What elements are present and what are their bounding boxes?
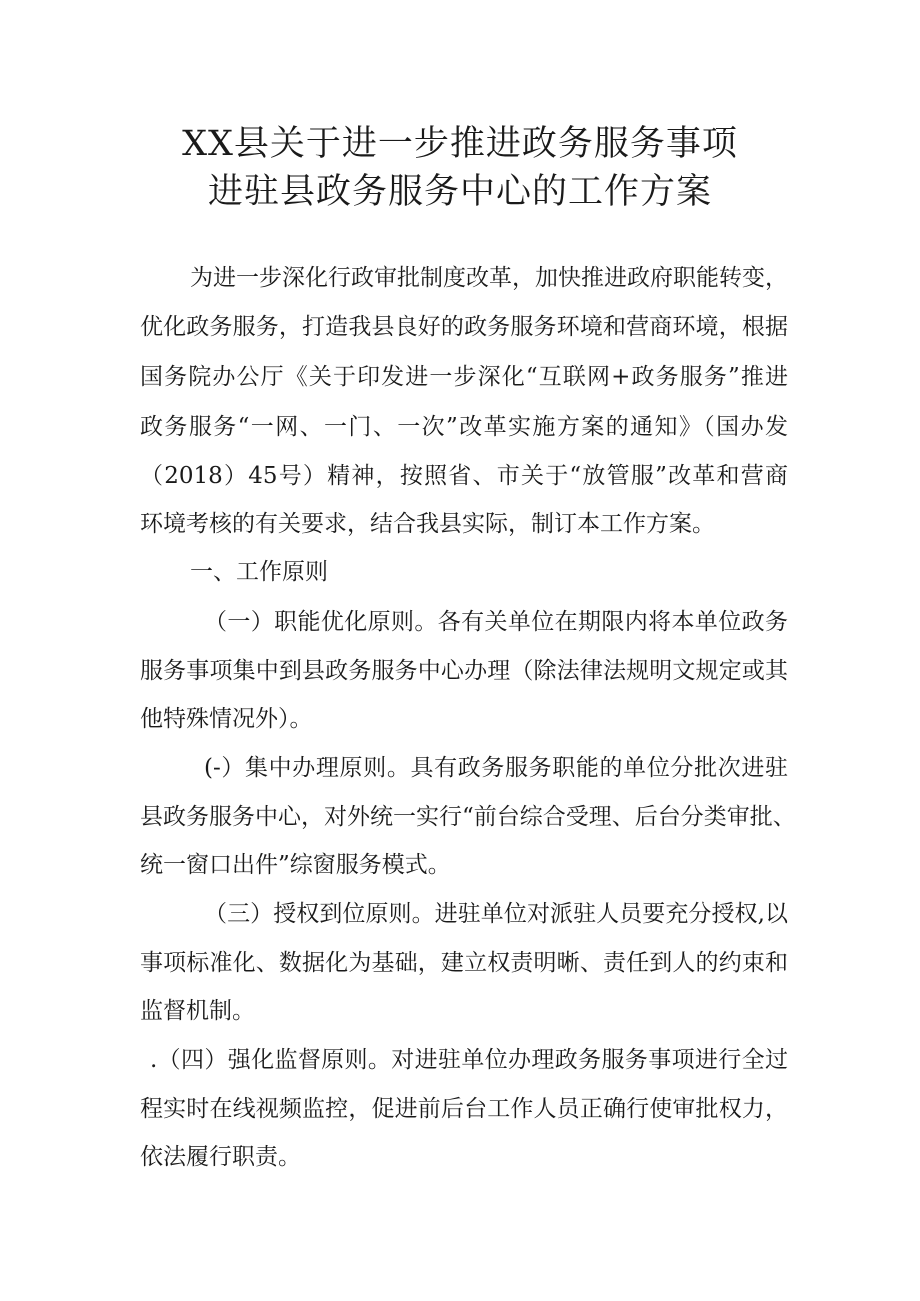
section-heading: 一、工作原则 bbox=[190, 559, 328, 585]
principle-3-line: 监督机制。 bbox=[140, 998, 255, 1024]
principle-1-line: （一）职能优化原则。各有关单位在期限内将本单位政务 bbox=[204, 609, 788, 635]
principle-2-line: 县政务服务中心，对外统一实行“前台综合受理、后台分类审批、 bbox=[140, 804, 796, 830]
paragraph-intro-line: 为进一步深化行政审批制度改革，加快推进政府职能转变， bbox=[190, 265, 788, 291]
principle-2-line: (-）集中办理原则。具有政务服务职能的单位分批次进驻 bbox=[204, 755, 788, 781]
document-title-line-1: XX县关于进一步推进政务服务事项 bbox=[182, 124, 738, 164]
principle-1-line: 服务事项集中到县政务服务中心办理（除法律法规明文规定或其 bbox=[140, 658, 788, 684]
paragraph-intro-line: 优化政务服务，打造我县良好的政务服务环境和营商环境，根据 bbox=[140, 314, 788, 340]
principle-4-line: 程实时在线视频监控，促进前后台工作人员正确行使审批权力， bbox=[140, 1096, 788, 1122]
paragraph-intro-line: 政务服务“一网、一门、一次”改革实施方案的通知》（国办发 bbox=[140, 414, 788, 440]
paragraph-intro-line: （2018）45号）精神，按照省、市关于“放管服”改革和营商 bbox=[140, 463, 788, 489]
paragraph-intro-line: 环境考核的有关要求，结合我县实际，制订本工作方案。 bbox=[140, 511, 715, 537]
paragraph-intro-line: 国务院办公厅《关于印发进一步深化“互联网+政务服务”推进 bbox=[140, 364, 788, 390]
principle-4-line: .（四）强化监督原则。对进驻单位办理政务服务事项进行全过 bbox=[150, 1047, 788, 1073]
principle-3-line: （三）授权到位原则。进驻单位对派驻人员要充分授权,以 bbox=[204, 901, 788, 927]
principle-1-line: 他特殊情况外）。 bbox=[140, 706, 313, 732]
principle-2-line: 统一窗口出件”综窗服务模式。 bbox=[140, 852, 451, 878]
principle-3-line: 事项标准化、数据化为基础，建立权责明晰、责任到人的约束和 bbox=[140, 950, 788, 976]
document-title-line-2: 进驻县政务服务中心的工作方案 bbox=[207, 172, 712, 212]
principle-4-line: 依法履行职责。 bbox=[140, 1144, 301, 1170]
